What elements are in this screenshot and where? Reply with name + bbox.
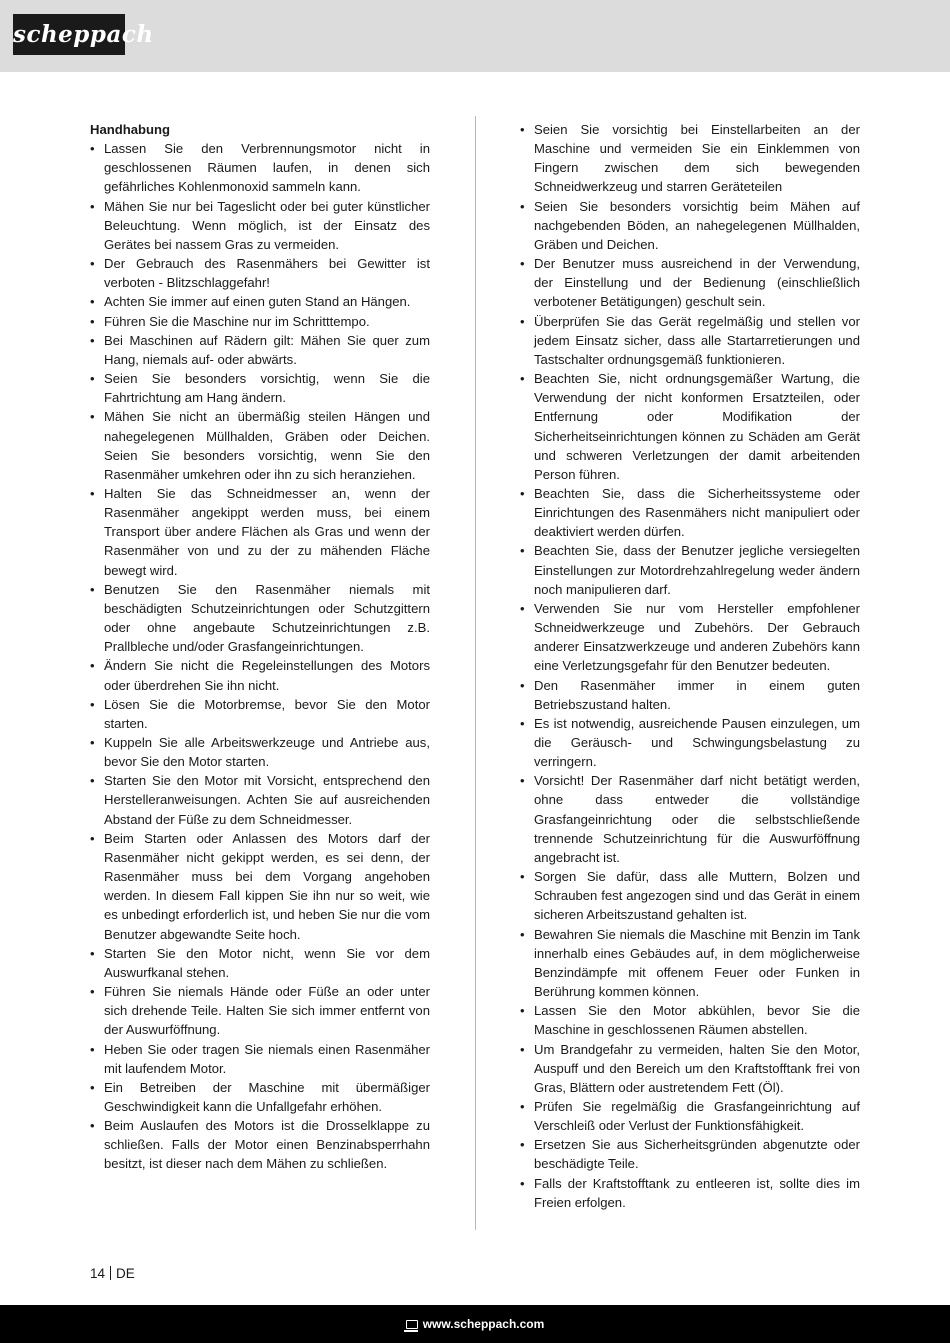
list-item: • Falls der Kraftstofftank zu entleeren ist, sollte dies im Freien erfolgen. bbox=[520, 1174, 860, 1212]
list-item: • Der Gebrauch des Rasenmähers bei Gewitter ist verboten - Blitzschlaggefahr! bbox=[90, 254, 430, 292]
right-bullet-list bbox=[520, 120, 860, 1212]
right-column bbox=[520, 120, 860, 1212]
list-item: • Ändern Sie nicht die Regeleinstellungen des Motors oder überdrehen Sie ihn nicht. bbox=[90, 656, 430, 694]
list-item: • Überprüfen Sie das Gerät regelmäßig und stellen vor jedem Einsatz sicher, dass alle Startarretierungen und Tastschalter ordnungsgemäß funktionieren. bbox=[520, 312, 860, 369]
list-item: • Starten Sie den Motor nicht, wenn Sie vor dem Auswurfkanal stehen. bbox=[90, 944, 430, 982]
list-item: • Beachten Sie, dass der Benutzer jegliche versiegelten Einstellungen zur Motordrehzahlregelung weder ändern noch manipulieren darf. bbox=[520, 541, 860, 598]
list-item: • Es ist notwendig, ausreichende Pausen einzulegen, um die Geräusch- und Schwingungsbelastung zu verringern. bbox=[520, 714, 860, 771]
list-item: • Benutzen Sie den Rasenmäher niemals mit beschädigten Schutzeinrichtungen oder Schutzgittern oder ohne angebaute Schutzeinrichtungen z.B. Prallbleche und/oder Grasfangeinrichtungen. bbox=[90, 580, 430, 657]
list-item: • Beim Auslaufen des Motors ist die Drosselklappe zu schließen. Falls der Motor einen Benzinabsperrhahn besitzt, ist dieser nach dem Mähen zu schließen. bbox=[90, 1116, 430, 1173]
list-item: • Bei Maschinen auf Rädern gilt: Mähen Sie quer zum Hang, niemals auf- oder abwärts. bbox=[90, 331, 430, 369]
list-item: • Mähen Sie nur bei Tageslicht oder bei guter künstlicher Beleuchtung. Wenn möglich, ist der Einsatz des Gerätes bei nassem Gras zu vermeiden. bbox=[90, 197, 430, 254]
list-item: • Vorsicht! Der Rasenmäher darf nicht betätigt werden, ohne dass entweder die vollständige Grasfangeinrichtung oder die selbstschließende trennende Schutzeinrichtung für die Auswurföffnung angebracht ist. bbox=[520, 771, 860, 867]
left-column bbox=[90, 120, 430, 1174]
list-item: • Führen Sie niemals Hände oder Füße an oder unter sich drehende Teile. Halten Sie sich immer entfernt von der Auswurföffnung. bbox=[90, 982, 430, 1039]
section-heading: Handhabung bbox=[90, 122, 171, 137]
list-item: • Seien Sie besonders vorsichtig beim Mähen auf nachgebenden Böden, an nahegelegenen Müllhalden, Gräben und Deichen. bbox=[520, 197, 860, 254]
list-item: • Beachten Sie, nicht ordnungsgemäßer Wartung, die Verwendung der nicht konformen Ersatzteilen, oder Entfernung oder Modifikation der Sicherheitseinrichtungen können zu Schäden am Gerät und schweren Verletzungen der damit arbeitenden Person führen. bbox=[520, 369, 860, 484]
list-item: • Lösen Sie die Motorbremse, bevor Sie den Motor starten. bbox=[90, 695, 430, 733]
page-number-value: 14 bbox=[90, 1266, 106, 1281]
brand-logo: scheppach bbox=[13, 14, 125, 55]
page-number bbox=[90, 1265, 135, 1283]
page-language: DE bbox=[116, 1266, 135, 1281]
list-item: • Prüfen Sie regelmäßig die Grasfangeinrichtung auf Verschleiß oder Verlust der Funktionsfähigkeit. bbox=[520, 1097, 860, 1135]
column-divider bbox=[475, 116, 476, 1230]
list-item: • Sorgen Sie dafür, dass alle Muttern, Bolzen und Schrauben fest angezogen sind und das Gerät in einem sicheren Arbeitszustand gehalten ist. bbox=[520, 867, 860, 924]
list-item: • Starten Sie den Motor mit Vorsicht, entsprechend den Herstelleranweisungen. Achten Sie auf ausreichenden Abstand der Füße zu dem Schneidmesser. bbox=[90, 771, 430, 828]
list-item: • Lassen Sie den Verbrennungsmotor nicht in geschlossenen Räumen laufen, in denen sich gefährliches Kohlenmonoxid sammeln kann. bbox=[90, 139, 430, 196]
list-item: • Verwenden Sie nur vom Hersteller empfohlener Schneidwerkzeuge und Zubehörs. Der Gebrauch anderer Einsatzwerkzeuge und anderen Zubehörs kann eine Verletzungsgefahr für den Benutzer bedeuten. bbox=[520, 599, 860, 676]
list-item: • Heben Sie oder tragen Sie niemals einen Rasenmäher mit laufendem Motor. bbox=[90, 1040, 430, 1078]
footer-url[interactable]: www.scheppach.com bbox=[422, 1317, 545, 1331]
list-item: • Lassen Sie den Motor abkühlen, bevor Sie die Maschine in geschlossenen Räumen abstellen. bbox=[520, 1001, 860, 1039]
list-item: • Bewahren Sie niemals die Maschine mit Benzin im Tank innerhalb eines Gebäudes auf, in dem möglicherweise Benzindämpfe mit offenem Feuer oder Funken in Berührung kommen können. bbox=[520, 925, 860, 1002]
page-number-separator bbox=[110, 1266, 111, 1280]
list-item: • Ersetzen Sie aus Sicherheitsgründen abgenutzte oder beschädigte Teile. bbox=[520, 1135, 860, 1173]
list-item: • Der Benutzer muss ausreichend in der Verwendung, der Einstellung und der Bedienung (einschließlich verbotener Betätigungen) geschult sein. bbox=[520, 254, 860, 311]
list-item: • Mähen Sie nicht an übermäßig steilen Hängen und nahegelegenen Müllhalden, Gräben oder Deichen. Seien Sie besonders vorsichtig, wenn Sie den Rasenmäher umkehren oder ihn zu sich heranziehen. bbox=[90, 407, 430, 484]
left-bullet-list bbox=[90, 139, 430, 1173]
list-item: • Achten Sie immer auf einen guten Stand an Hängen. bbox=[90, 292, 430, 311]
list-item: • Seien Sie besonders vorsichtig, wenn Sie die Fahrtrichtung am Hang ändern. bbox=[90, 369, 430, 407]
page-footer bbox=[0, 1305, 950, 1343]
list-item: • Beachten Sie, dass die Sicherheitssysteme oder Einrichtungen des Rasenmähers nicht manipuliert oder deaktiviert werden dürfen. bbox=[520, 484, 860, 541]
list-item: • Führen Sie die Maschine nur im Schritttempo. bbox=[90, 312, 430, 331]
monitor-icon bbox=[406, 1320, 418, 1329]
page-header bbox=[0, 0, 950, 72]
list-item: • Den Rasenmäher immer in einem guten Betriebszustand halten. bbox=[520, 676, 860, 714]
list-item: • Seien Sie vorsichtig bei Einstellarbeiten an der Maschine und vermeiden Sie ein Einklemmen von Fingern zwischen dem sich bewegenden Schneidwerkzeug und starren Geräteteilen bbox=[520, 120, 860, 197]
list-item: • Um Brandgefahr zu vermeiden, halten Sie den Motor, Auspuff und den Bereich um den Kraftstofftank frei von Gras, Blättern oder austretendem Fett (Öl). bbox=[520, 1040, 860, 1097]
list-item: • Ein Betreiben der Maschine mit übermäßiger Geschwindigkeit kann die Unfallgefahr erhöhen. bbox=[90, 1078, 430, 1116]
list-item: • Kuppeln Sie alle Arbeitswerkzeuge und Antriebe aus, bevor Sie den Motor starten. bbox=[90, 733, 430, 771]
list-item: • Halten Sie das Schneidmesser an, wenn der Rasenmäher angekippt werden muss, bei einem Transport über andere Flächen als Gras und wenn der Rasenmäher von und zu der zu mähenden Fläche bewegt wird. bbox=[90, 484, 430, 580]
list-item: • Beim Starten oder Anlassen des Motors darf der Rasenmäher nicht gekippt werden, es sei denn, der Rasenmäher muss bei dem Vorgang angehoben werden. In diesem Fall kippen Sie ihn nur so weit, wie es unbedingt erforderlich ist, und heben Sie nur die vom Benutzer abgewandte Seite hoch. bbox=[90, 829, 430, 944]
